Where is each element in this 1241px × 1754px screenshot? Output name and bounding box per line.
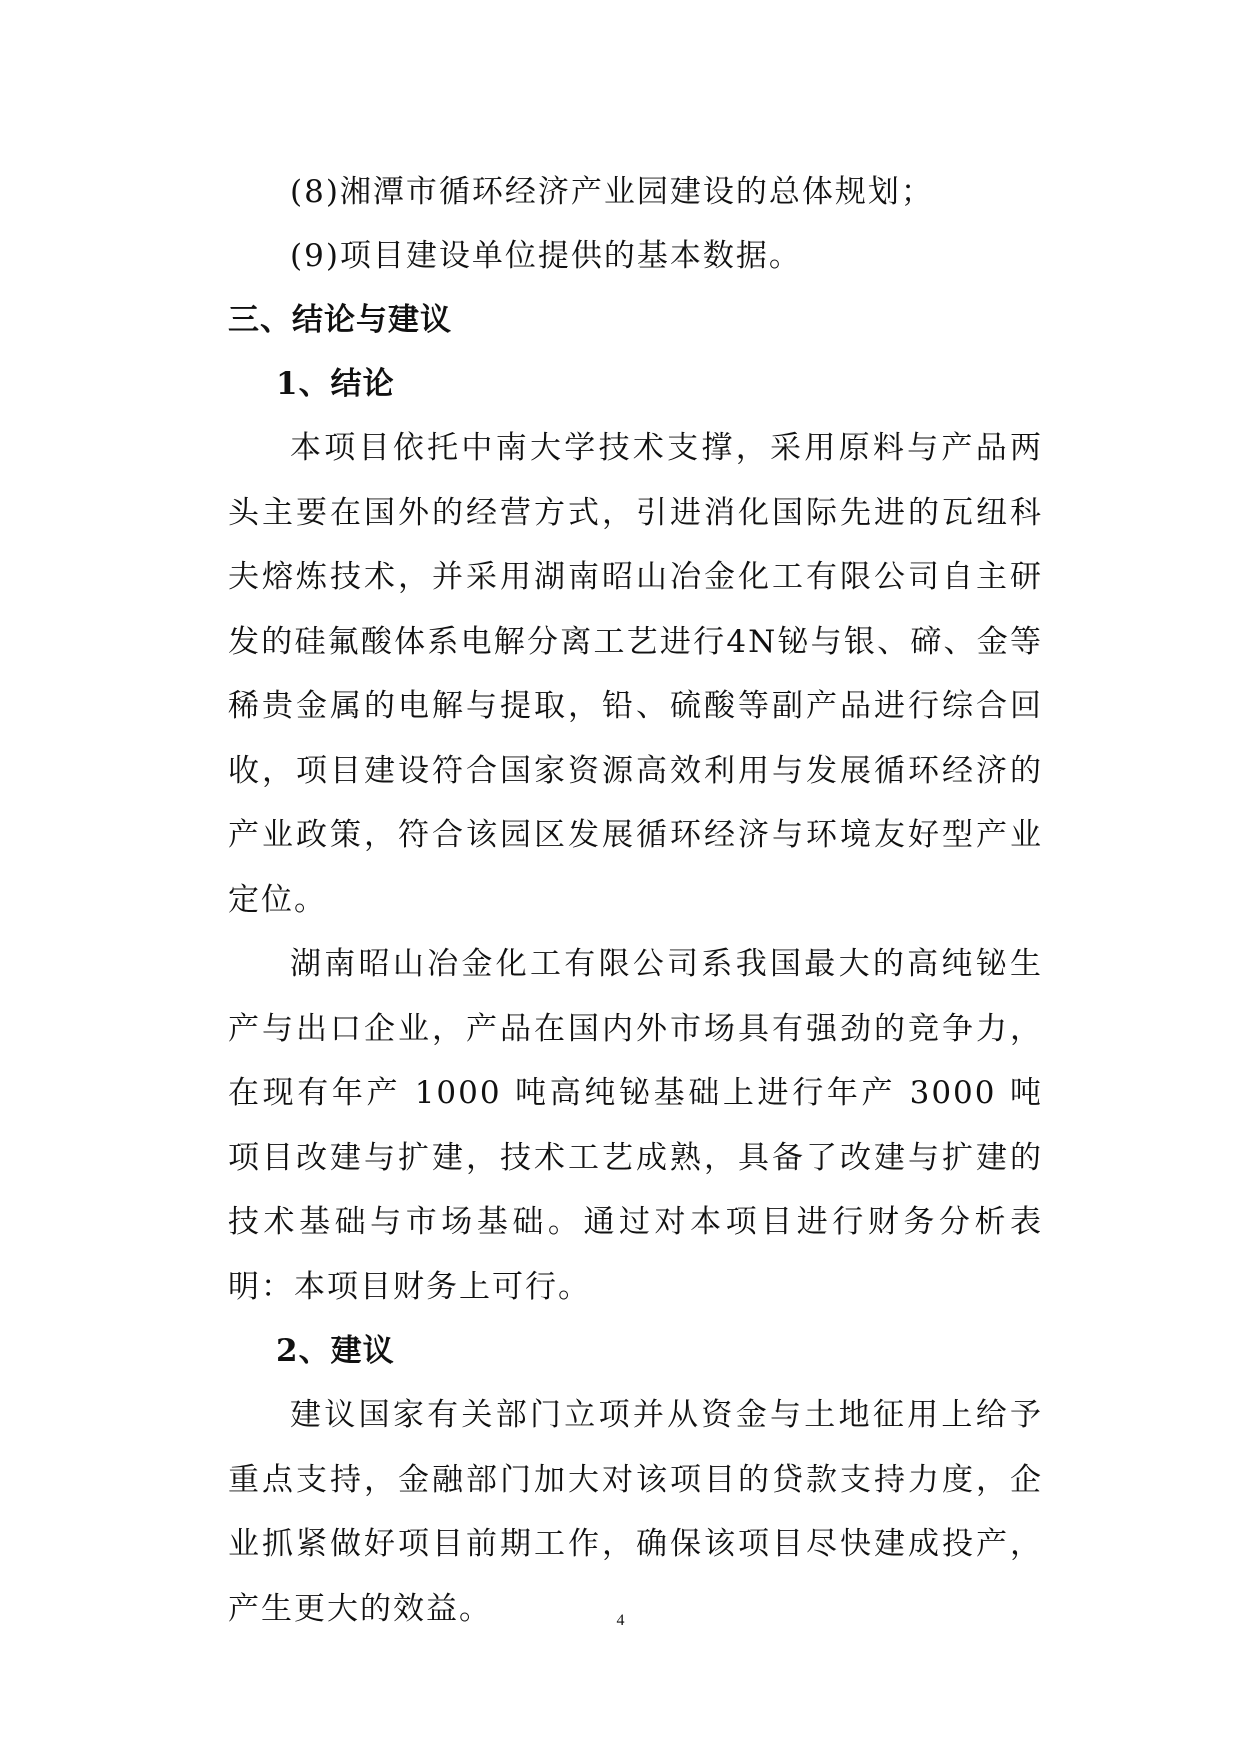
- conclusion-paragraph-1: 本项目依托中南大学技术支撑，采用原料与产品两头主要在国外的经营方式，引进消化国际先进的瓦纽科夫熔炼技术，并采用湖南昭山冶金化工有限公司自主研发的硅氟酸体系电解分离工艺进行4N铋与银、碲、金等稀贵金属的电解与提取，铅、硫酸等副产品进行综合回收，项目建设符合国家资源高效利用与发展循环经济的产业政策，符合该园区发展循环经济与环境友好型产业定位。: [228, 430, 1043, 918]
- subsection-heading-conclusion: 1、结论: [276, 366, 395, 402]
- conclusion-paragraph-2: 湖南昭山冶金化工有限公司系我国最大的高纯铋生产与出口企业，产品在国内外市场具有强劲的竞争力，在现有年产 1000 吨高纯铋基础上进行年产 3000 吨项目改建与扩建，技术工艺成熟，具备了改建与扩建的技术基础与市场基础。通过对本项目进行财务分析表明：本项目财务上可行。: [228, 946, 1043, 1305]
- list-item-8: (8)湘潭市循环经济产业园建设的总体规划；: [290, 174, 934, 210]
- page-number: 4: [616, 1612, 625, 1629]
- section-heading: 三、结论与建议: [228, 302, 452, 338]
- page-content: [228, 160, 1043, 1641]
- subsection-heading-suggestion: 2、建议: [276, 1333, 395, 1369]
- list-item-9: (9)项目建设单位提供的基本数据。: [290, 238, 802, 274]
- suggestion-paragraph-1: 建议国家有关部门立项并从资金与土地征用上给予重点支持，金融部门加大对该项目的贷款支持力度，企业抓紧做好项目前期工作，确保该项目尽快建成投产，产生更大的效益。: [228, 1397, 1043, 1627]
